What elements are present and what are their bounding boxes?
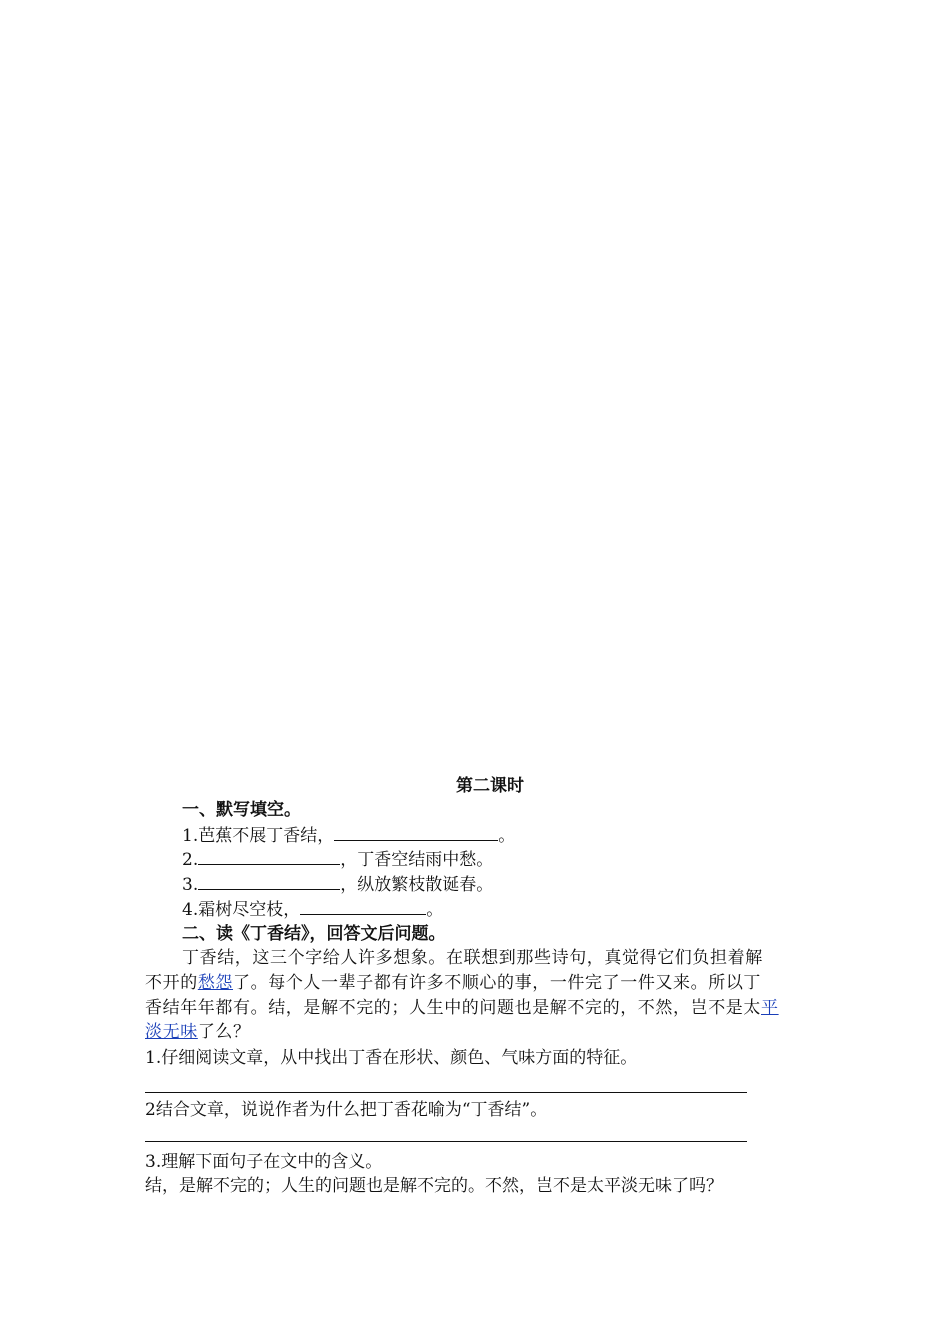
answer-line-1[interactable] — [145, 1092, 747, 1093]
word-link-chouyuan[interactable]: 愁怨 — [197, 973, 234, 993]
question-3: 3.理解下面句子在文中的含义。 — [145, 1152, 383, 1172]
fill-item-1-after: 。 — [498, 826, 516, 846]
answer-blank-2[interactable] — [198, 848, 340, 865]
passage-text: 香结年年都有。结，是解不完的；人生中的问题也是解不完的，不然，岂不是太 — [145, 998, 761, 1018]
section2-heading: 二、读《丁香结》，回答文后问题。 — [182, 924, 446, 944]
section1-heading: 一、默写填空。 — [182, 800, 301, 820]
fill-item-1 — [182, 824, 515, 848]
passage-line-3 — [145, 996, 779, 1020]
fill-item-3 — [182, 873, 493, 897]
fill-item-1-before: 1.芭蕉不展丁香结， — [182, 826, 335, 846]
answer-blank-3[interactable] — [198, 873, 340, 890]
answer-line-2[interactable] — [145, 1141, 747, 1142]
passage-text: 了么？ — [197, 1022, 251, 1042]
fill-item-4-after: 。 — [426, 900, 444, 920]
question-2: 2结合文章，说说作者为什么把丁香花喻为“丁香结”。 — [145, 1100, 548, 1120]
fill-item-4 — [182, 898, 443, 922]
fill-item-2-after: ，丁香空结雨中愁。 — [340, 850, 494, 870]
fill-item-2-before: 2. — [182, 850, 199, 870]
passage-line-2 — [145, 971, 761, 995]
answer-blank-1[interactable] — [334, 824, 498, 841]
question-3-sentence: 结，是解不完的；人生的问题也是解不完的。不然，岂不是太平淡无味了吗？ — [145, 1176, 723, 1196]
fill-item-3-after: ，纵放繁枝散诞春。 — [340, 875, 494, 895]
word-link-pingdan-2[interactable]: 淡无味 — [145, 1022, 198, 1042]
answer-blank-4[interactable] — [300, 898, 426, 915]
fill-item-2 — [182, 848, 493, 872]
fill-item-3-before: 3. — [182, 875, 199, 895]
word-link-pingdan-1[interactable]: 平 — [761, 998, 779, 1018]
passage-text: 了。每个人一辈子都有许多不顺心的事，一件完了一件又来。所以丁 — [233, 973, 762, 993]
passage-text: 不开的 — [145, 973, 198, 993]
passage-line-1: 丁香结，这三个字给人许多想象。在联想到那些诗句，真觉得它们负担着解 — [182, 948, 763, 968]
fill-item-4-before: 4.霜树尽空枝， — [182, 900, 301, 920]
passage-line-4 — [145, 1020, 251, 1044]
page-title: 第二课时 — [456, 776, 524, 796]
question-1: 1.仔细阅读文章，从中找出丁香在形状、颜色、气味方面的特征。 — [145, 1048, 638, 1068]
